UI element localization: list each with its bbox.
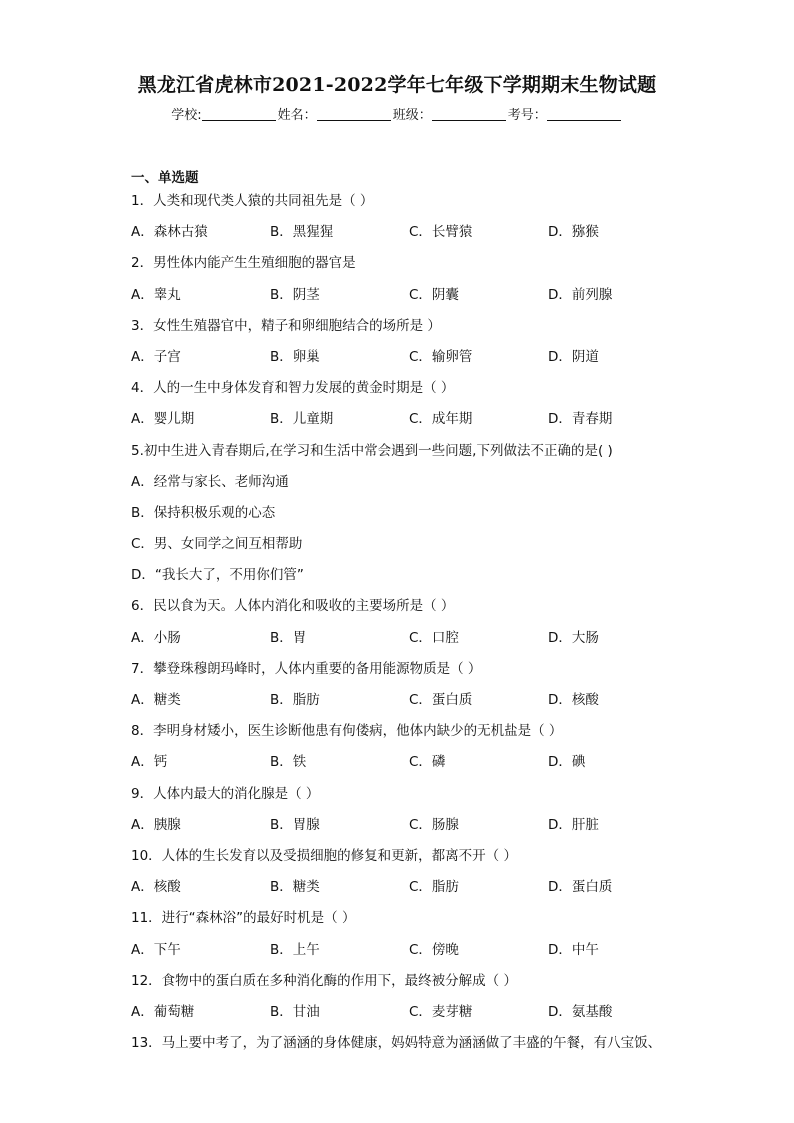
option-d: D．碘 xyxy=(548,754,586,771)
school-label: 学校: xyxy=(171,108,202,123)
question-stem: 2．男性体内能产生生殖细胞的器官是 xyxy=(131,255,356,272)
question-options xyxy=(131,689,691,720)
option-a: A．婴儿期 xyxy=(131,411,195,428)
option-d: D．肝脏 xyxy=(548,816,599,833)
option-d: D．氨基酸 xyxy=(548,1003,613,1020)
question-stem: 13．马上要中考了，为了涵涵的身体健康，妈妈特意为涵涵做了丰盛的午餐，有八宝饭、 xyxy=(131,1035,662,1052)
option-c: C．输卵管 xyxy=(409,348,473,365)
option-c: C．麦芽糖 xyxy=(409,1003,473,1020)
option-d: D．大肠 xyxy=(548,629,599,646)
school-field xyxy=(171,104,277,123)
question-options xyxy=(131,627,691,658)
option-a: A．小肠 xyxy=(131,629,181,646)
question-stem: 3．女性生殖器官中，精子和卵细胞结合的场所是 ） xyxy=(131,317,441,334)
option-d: D．中午 xyxy=(548,941,599,958)
option-c: C．肠腺 xyxy=(409,816,459,833)
option-a: A．糖类 xyxy=(131,692,181,708)
option-c: C．脂肪 xyxy=(409,879,459,896)
option-d: D．阴道 xyxy=(548,348,599,365)
option-c: C．长臂猿 xyxy=(409,224,473,241)
option-b: B．上午 xyxy=(270,941,320,958)
option-b: B．糖类 xyxy=(270,879,320,896)
name-field xyxy=(278,104,393,123)
question-stem: 10．人体的生长发育以及受损细胞的修复和更新，都离不开（ ） xyxy=(131,847,517,864)
option-b: B．胃腺 xyxy=(270,816,320,833)
option-c: C．成年期 xyxy=(409,411,473,428)
option-d: D．核酸 xyxy=(548,692,599,708)
question-options xyxy=(131,751,691,782)
option-c: C．蛋白质 xyxy=(409,692,473,708)
option-c: C．男、女同学之间互相帮助 xyxy=(131,536,303,553)
option-a: A．睾丸 xyxy=(131,286,181,303)
question-stem: 1．人类和现代类人猿的共同祖先是（ ） xyxy=(131,193,374,209)
class-field xyxy=(393,104,508,123)
option-b: B．甘油 xyxy=(270,1003,320,1020)
option-b: B．卵巢 xyxy=(270,348,320,365)
option-a: A．下午 xyxy=(131,941,181,958)
question-stem: 7．攀登珠穆朗玛峰时，人体内重要的备用能源物质是（ ） xyxy=(131,660,482,677)
question-options xyxy=(131,876,691,907)
option-a: A．钙 xyxy=(131,754,168,771)
question-stem: 5.初中生进入青春期后,在学习和生活中常会遇到一些问题,下列做法不正确的是( ) xyxy=(131,442,613,459)
question-options xyxy=(131,814,691,845)
option-b: B．脂肪 xyxy=(270,692,320,708)
question-stem: 11．进行“森林浴”的最好时机是（ ） xyxy=(131,910,356,927)
page-title: 黑龙江省虎林市2021-2022学年七年级下学期期末生物试题 xyxy=(137,74,657,96)
option-a: A．胰腺 xyxy=(131,816,181,833)
option-b: B．儿童期 xyxy=(270,411,334,428)
option-a: A．核酸 xyxy=(131,879,181,896)
question-stem: 4．人的一生中身体发育和智力发展的黄金时期是（ ） xyxy=(131,380,455,397)
exam-number-label: 考号： xyxy=(507,108,547,123)
option-a: A．子宫 xyxy=(131,348,181,365)
exam-number-blank xyxy=(547,120,621,121)
option-b: B．阴茎 xyxy=(270,286,320,303)
option-d: D．猕猴 xyxy=(548,224,599,241)
questions-list xyxy=(131,190,691,1063)
option-d: D．蛋白质 xyxy=(548,879,613,896)
option-c: C．口腔 xyxy=(409,629,459,646)
section-heading: 一、单选题 xyxy=(131,170,199,186)
option-b: B．保持积极乐观的心态 xyxy=(131,504,276,521)
question-options xyxy=(131,221,691,252)
exam-number-field xyxy=(508,104,623,123)
question-options xyxy=(131,408,691,439)
question-options xyxy=(131,1001,691,1032)
question-stem: 12．食物中的蛋白质在多种消化酶的作用下，最终被分解成（ ） xyxy=(131,972,517,989)
school-blank xyxy=(202,120,276,121)
question-options xyxy=(131,346,691,377)
question-options xyxy=(131,284,691,315)
class-blank xyxy=(432,120,506,121)
option-d: D．前列腺 xyxy=(548,286,613,303)
option-c: C．阴囊 xyxy=(409,286,459,303)
name-blank xyxy=(317,120,391,121)
option-d: D．“我长大了，不用你们管” xyxy=(131,567,304,584)
question-stem: 6．民以食为天。人体内消化和吸收的主要场所是（ ） xyxy=(131,598,455,615)
option-b: B．黑猩猩 xyxy=(270,224,334,241)
option-a: A．葡萄糖 xyxy=(131,1003,195,1020)
option-c: C．磷 xyxy=(409,754,446,771)
option-a: A．森林古猿 xyxy=(131,224,208,241)
name-label: 姓名： xyxy=(277,108,317,123)
option-c: C．傍晚 xyxy=(409,941,459,958)
option-b: B．铁 xyxy=(270,754,307,771)
option-b: B．胃 xyxy=(270,629,307,646)
question-stem: 8．李明身材矮小，医生诊断他患有佝偻病，他体内缺少的无机盐是（ ） xyxy=(131,723,563,740)
question-stem: 9．人体内最大的消化腺是（ ） xyxy=(131,785,320,802)
question-options xyxy=(131,939,691,970)
option-a: A．经常与家长、老师沟通 xyxy=(131,473,289,490)
student-info-line xyxy=(0,104,794,123)
option-d: D．青春期 xyxy=(548,411,613,428)
class-label: 班级： xyxy=(392,108,432,123)
